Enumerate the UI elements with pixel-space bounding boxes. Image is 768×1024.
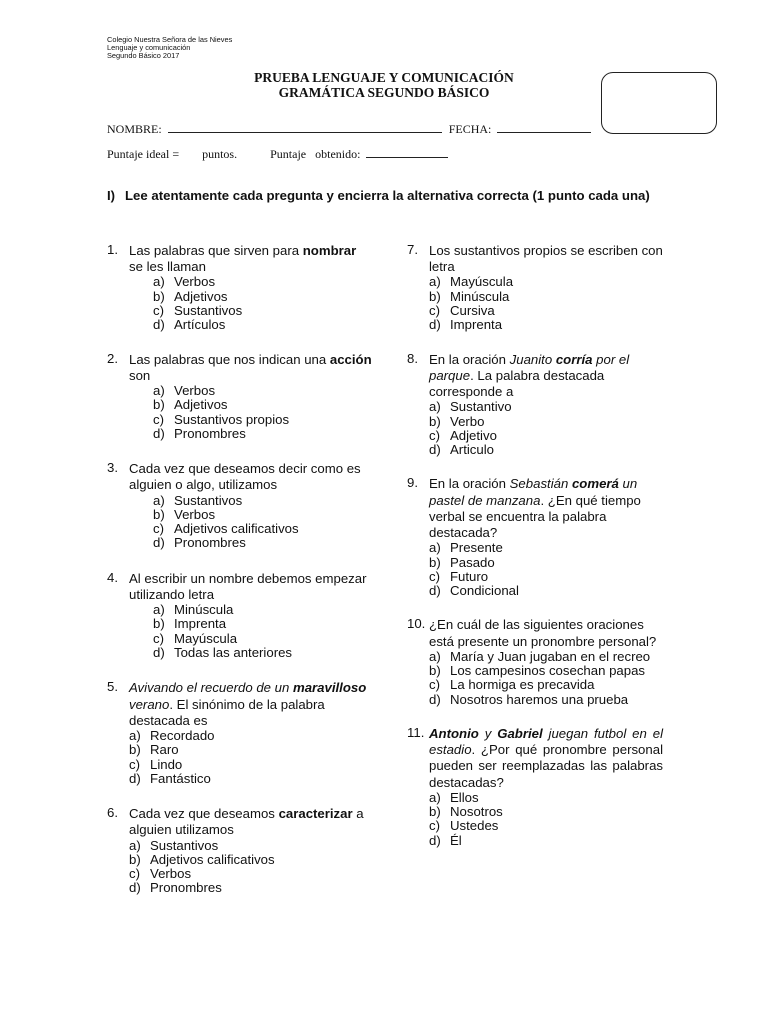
option-text: Pronombres xyxy=(174,425,246,441)
stem-text: Al escribir un nombre debemos empezar utilizando letra xyxy=(129,570,367,602)
stem-text: Cada vez que deseamos decir como es alguien o algo, utilizamos xyxy=(129,461,361,493)
stem-bold-word: acción xyxy=(329,351,372,367)
question-stem xyxy=(129,243,372,275)
question-stem xyxy=(429,243,663,275)
stem-bold-italic-word: Antonio xyxy=(429,725,479,741)
question-number: 2. xyxy=(107,350,118,366)
question-number: 8. xyxy=(407,350,418,366)
stem-text: En la oración xyxy=(429,351,510,367)
answer-option[interactable] xyxy=(429,584,663,598)
test-subtitle: GRAMÁTICA SEGUNDO BÁSICO xyxy=(278,85,490,100)
option-letter: b) xyxy=(153,288,165,304)
answer-option[interactable] xyxy=(129,867,372,881)
instructions-text: Lee atentamente cada pregunta y encierra la alternativa correcta (1 punto cada una) xyxy=(125,188,650,203)
stem-bold-word: caracterizar xyxy=(278,806,353,822)
question-number: 1. xyxy=(107,242,118,257)
option-text: Todas las anteriores xyxy=(174,645,293,661)
option-text: Sustantivo xyxy=(450,399,512,415)
answer-option[interactable] xyxy=(429,275,663,289)
option-text: Verbos xyxy=(174,506,216,522)
option-text: Mayúscula xyxy=(174,630,238,646)
answer-option[interactable] xyxy=(429,834,663,848)
option-letter: c) xyxy=(153,411,164,427)
school-name: Colegio Nuestra Señora de las Nieves xyxy=(107,35,233,44)
answer-options xyxy=(129,384,372,441)
answer-option[interactable] xyxy=(429,318,663,332)
answer-option[interactable] xyxy=(429,664,663,678)
option-letter: a) xyxy=(429,648,441,664)
option-letter: c) xyxy=(429,818,440,834)
answer-option[interactable] xyxy=(153,536,372,550)
score-line xyxy=(107,146,448,162)
school-info xyxy=(107,36,232,60)
answer-option[interactable] xyxy=(429,429,663,443)
option-letter: b) xyxy=(429,663,441,679)
stem-text: . ¿En qué tiempo verbal se encuentra la palabra destacada? xyxy=(429,492,641,540)
answer-option[interactable] xyxy=(429,415,663,429)
option-letter: c) xyxy=(129,756,140,772)
option-text: Nosotros haremos una prueba xyxy=(450,691,629,707)
option-text: Raro xyxy=(150,742,179,758)
answer-option[interactable] xyxy=(129,729,372,743)
answer-option[interactable] xyxy=(429,791,663,805)
question-number: 11. xyxy=(407,724,425,740)
answer-option[interactable] xyxy=(429,541,663,555)
answer-options xyxy=(129,603,372,660)
option-text: Lindo xyxy=(150,756,183,772)
option-letter: d) xyxy=(153,425,165,441)
option-letter: d) xyxy=(429,583,441,599)
option-letter: d) xyxy=(129,770,141,786)
stem-highlight xyxy=(497,726,542,741)
section-number: I) xyxy=(107,188,116,203)
answer-option[interactable] xyxy=(153,384,372,398)
answer-option[interactable] xyxy=(153,427,372,441)
answer-option[interactable] xyxy=(129,772,372,786)
question-number: 5. xyxy=(107,679,118,695)
obtained-score-label: Puntaje obtenido: xyxy=(270,147,361,161)
question-number: 7. xyxy=(407,242,418,257)
option-text: Sustantivos propios xyxy=(174,411,290,427)
question-stem xyxy=(129,680,372,729)
ideal-score-label: Puntaje ideal = xyxy=(107,147,180,161)
answer-option[interactable] xyxy=(153,318,372,332)
option-letter: a) xyxy=(129,727,141,743)
obtained-score-field[interactable] xyxy=(366,146,448,158)
option-letter: a) xyxy=(153,274,165,290)
option-letter: c) xyxy=(153,521,164,537)
question-stem xyxy=(429,617,663,649)
option-letter: c) xyxy=(429,427,440,443)
question-10 xyxy=(407,617,663,707)
option-text: Sustantivos xyxy=(150,837,219,853)
answer-option[interactable] xyxy=(429,570,663,584)
stem-bold-italic-word: Gabriel xyxy=(497,725,543,741)
stem-text: Cada vez que deseamos xyxy=(129,806,279,822)
answer-options xyxy=(429,650,663,707)
stem-italic-text: un pastel de manzana xyxy=(429,476,638,508)
option-letter: b) xyxy=(129,742,141,758)
question-4 xyxy=(107,571,372,661)
option-text: Pasado xyxy=(450,554,495,570)
stem-italic-text: y xyxy=(478,725,498,741)
stem-text: En la oración xyxy=(429,476,510,492)
option-letter: a) xyxy=(153,492,165,508)
option-letter: d) xyxy=(429,442,441,458)
answer-option[interactable] xyxy=(429,819,663,833)
answer-option[interactable] xyxy=(153,603,372,617)
answer-option[interactable] xyxy=(429,556,663,570)
answer-option[interactable] xyxy=(429,400,663,414)
stem-highlight xyxy=(572,476,619,491)
option-text: Presente xyxy=(450,540,503,556)
option-text: Adjetivos calificativos xyxy=(150,851,275,867)
answer-option[interactable] xyxy=(129,743,372,757)
date-label: FECHA: xyxy=(448,122,492,136)
option-letter: c) xyxy=(429,303,440,318)
instructions xyxy=(107,188,667,204)
date-field[interactable] xyxy=(497,121,591,133)
stem-text: Las palabras que sirven para xyxy=(129,243,303,258)
answer-options xyxy=(129,275,372,332)
question-3 xyxy=(107,461,372,551)
option-text: Los campesinos cosechan papas xyxy=(450,663,646,679)
question-stem xyxy=(429,476,663,541)
option-letter: b) xyxy=(429,413,441,429)
question-6 xyxy=(107,806,372,896)
stem-highlight xyxy=(429,726,479,741)
answer-option[interactable] xyxy=(429,650,663,664)
option-letter: b) xyxy=(153,506,165,522)
question-11 xyxy=(407,726,663,848)
option-text: Verbos xyxy=(150,866,192,882)
option-letter: c) xyxy=(153,303,164,318)
option-letter: a) xyxy=(153,383,165,398)
question-number: 9. xyxy=(407,475,418,491)
answer-option[interactable] xyxy=(429,693,663,707)
option-text: Sustantivos xyxy=(174,303,243,318)
stem-text: Las palabras que nos indican una xyxy=(129,351,330,367)
option-text: Adjetivo xyxy=(450,427,497,443)
answer-option[interactable] xyxy=(153,646,372,660)
option-text: Él xyxy=(450,832,462,848)
stem-bold-italic-word: maravilloso xyxy=(292,680,367,696)
answer-option[interactable] xyxy=(129,853,372,867)
option-letter: b) xyxy=(153,397,165,413)
option-text: Fantástico xyxy=(150,770,211,786)
answer-option[interactable] xyxy=(429,304,663,318)
option-text: Verbo xyxy=(450,413,485,429)
option-letter: d) xyxy=(429,832,441,848)
answer-option[interactable] xyxy=(153,413,372,427)
answer-option[interactable] xyxy=(429,290,663,304)
stem-text: se les llaman xyxy=(129,259,206,275)
answer-option[interactable] xyxy=(129,758,372,772)
option-text: Pronombres xyxy=(150,880,222,896)
stem-italic-text: Avivando el recuerdo de un xyxy=(129,680,293,696)
option-text: Adjetivos xyxy=(174,288,228,304)
option-letter: c) xyxy=(429,677,440,693)
answer-option[interactable] xyxy=(153,304,372,318)
option-letter: c) xyxy=(429,568,440,584)
stem-text: . La palabra destacada corresponde a xyxy=(429,367,605,399)
answer-option[interactable] xyxy=(129,881,372,895)
answer-option[interactable] xyxy=(153,494,372,508)
answer-option[interactable] xyxy=(429,805,663,819)
option-letter: d) xyxy=(153,645,165,661)
answer-option[interactable] xyxy=(153,617,372,631)
answer-option[interactable] xyxy=(153,522,372,536)
stem-highlight xyxy=(556,352,593,367)
question-stem xyxy=(129,806,372,838)
question-stem xyxy=(429,726,663,791)
stem-italic-text: verano xyxy=(129,696,170,712)
question-5 xyxy=(107,680,372,786)
answer-options xyxy=(129,494,372,551)
option-letter: c) xyxy=(129,866,140,882)
option-letter: b) xyxy=(129,851,141,867)
answer-options xyxy=(429,275,663,332)
question-stem xyxy=(129,352,372,384)
option-text: Adjetivos calificativos xyxy=(174,521,299,537)
option-text: Verbos xyxy=(174,274,216,290)
option-letter: b) xyxy=(429,554,441,570)
option-text: Imprenta xyxy=(450,317,503,333)
option-text: Cursiva xyxy=(450,303,495,318)
answer-option[interactable] xyxy=(429,443,663,457)
subject-name: Lenguaje y comunicación xyxy=(107,43,191,52)
option-letter: a) xyxy=(429,540,441,556)
option-text: Recordado xyxy=(150,727,215,743)
stem-italic-text: juegan futbol en el estadio xyxy=(429,725,663,758)
option-text: Adjetivos xyxy=(174,397,228,413)
stem-italic-text: Juanito xyxy=(509,351,556,367)
option-text: Futuro xyxy=(450,568,489,584)
option-letter: a) xyxy=(153,602,165,618)
option-text: Verbos xyxy=(174,383,216,398)
option-letter: b) xyxy=(429,288,441,304)
option-text: Minúscula xyxy=(450,288,510,304)
option-letter: d) xyxy=(153,317,165,333)
option-text: Sustantivos xyxy=(174,492,243,508)
question-number: 3. xyxy=(107,460,118,476)
option-letter: a) xyxy=(429,789,441,805)
answer-options xyxy=(429,400,663,457)
name-field[interactable] xyxy=(168,121,442,133)
name-label: NOMBRE: xyxy=(107,122,162,136)
option-text: María y Juan jugaban en el recreo xyxy=(450,648,651,664)
option-letter: c) xyxy=(153,630,164,646)
option-letter: d) xyxy=(429,691,441,707)
option-letter: d) xyxy=(429,317,441,333)
option-letter: b) xyxy=(153,616,165,632)
answer-option[interactable] xyxy=(129,839,372,853)
option-text: Ellos xyxy=(450,789,479,805)
option-letter: d) xyxy=(153,535,165,551)
answer-option[interactable] xyxy=(153,398,372,412)
stem-text: son xyxy=(129,367,151,383)
questions-column-right xyxy=(407,243,663,848)
question-stem xyxy=(129,571,372,603)
answer-options xyxy=(429,541,663,598)
question-number: 6. xyxy=(107,805,118,821)
option-letter: a) xyxy=(129,837,141,853)
name-date-line xyxy=(107,121,591,137)
question-number: 10. xyxy=(407,616,426,632)
option-text: Minúscula xyxy=(174,602,234,618)
option-text: Pronombres xyxy=(174,535,246,551)
option-text: Ustedes xyxy=(450,818,499,834)
option-text: Imprenta xyxy=(174,616,227,632)
answer-options xyxy=(429,791,663,848)
answer-option[interactable] xyxy=(153,290,372,304)
option-letter: d) xyxy=(129,880,141,896)
stem-text: ¿En cuál de las siguientes oraciones está presente un pronombre personal? xyxy=(429,617,657,649)
option-letter: a) xyxy=(429,399,441,415)
grade-year: Segundo Básico 2017 xyxy=(107,51,180,60)
stem-text: . El sinónimo de la palabra destacada es xyxy=(129,696,325,728)
option-text: Mayúscula xyxy=(450,274,514,290)
option-letter: b) xyxy=(429,804,441,820)
test-title: PRUEBA LENGUAJE Y COMUNICACIÓN xyxy=(254,70,514,85)
grade-box xyxy=(601,72,717,134)
answer-options xyxy=(129,729,372,786)
answer-option[interactable] xyxy=(153,508,372,522)
question-9 xyxy=(407,476,663,598)
stem-bold-word: nombrar xyxy=(302,243,357,258)
question-stem xyxy=(429,352,663,401)
question-number: 4. xyxy=(107,569,118,585)
stem-text: a alguien utilizamos xyxy=(129,806,364,838)
question-8 xyxy=(407,352,663,458)
stem-text: Los sustantivos propios se escriben con letra xyxy=(429,243,663,275)
points-label: puntos. xyxy=(202,147,238,161)
question-1 xyxy=(107,243,372,333)
answer-option[interactable] xyxy=(429,678,663,692)
option-text: La hormiga es precavida xyxy=(450,677,595,693)
answer-option[interactable] xyxy=(153,275,372,289)
stem-bold-italic-word: comerá xyxy=(571,476,619,492)
option-text: Artículos xyxy=(174,317,226,333)
question-2 xyxy=(107,352,372,442)
option-text: Nosotros xyxy=(450,804,503,820)
answer-option[interactable] xyxy=(153,632,372,646)
stem-italic-text: por el parque xyxy=(429,351,630,383)
option-letter: a) xyxy=(429,274,441,290)
questions-column-left xyxy=(107,243,372,896)
question-stem xyxy=(129,461,372,493)
stem-italic-text: Sebastián xyxy=(509,476,572,492)
stem-text: . ¿Por qué pronombre personal pueden ser reemplazadas las palabras destacadas? xyxy=(429,742,663,790)
stem-bold-italic-word: corría xyxy=(555,351,593,367)
answer-options xyxy=(129,839,372,896)
stem-highlight xyxy=(293,680,366,695)
question-7 xyxy=(407,243,663,333)
option-text: Articulo xyxy=(450,442,494,458)
option-text: Condicional xyxy=(450,583,519,599)
